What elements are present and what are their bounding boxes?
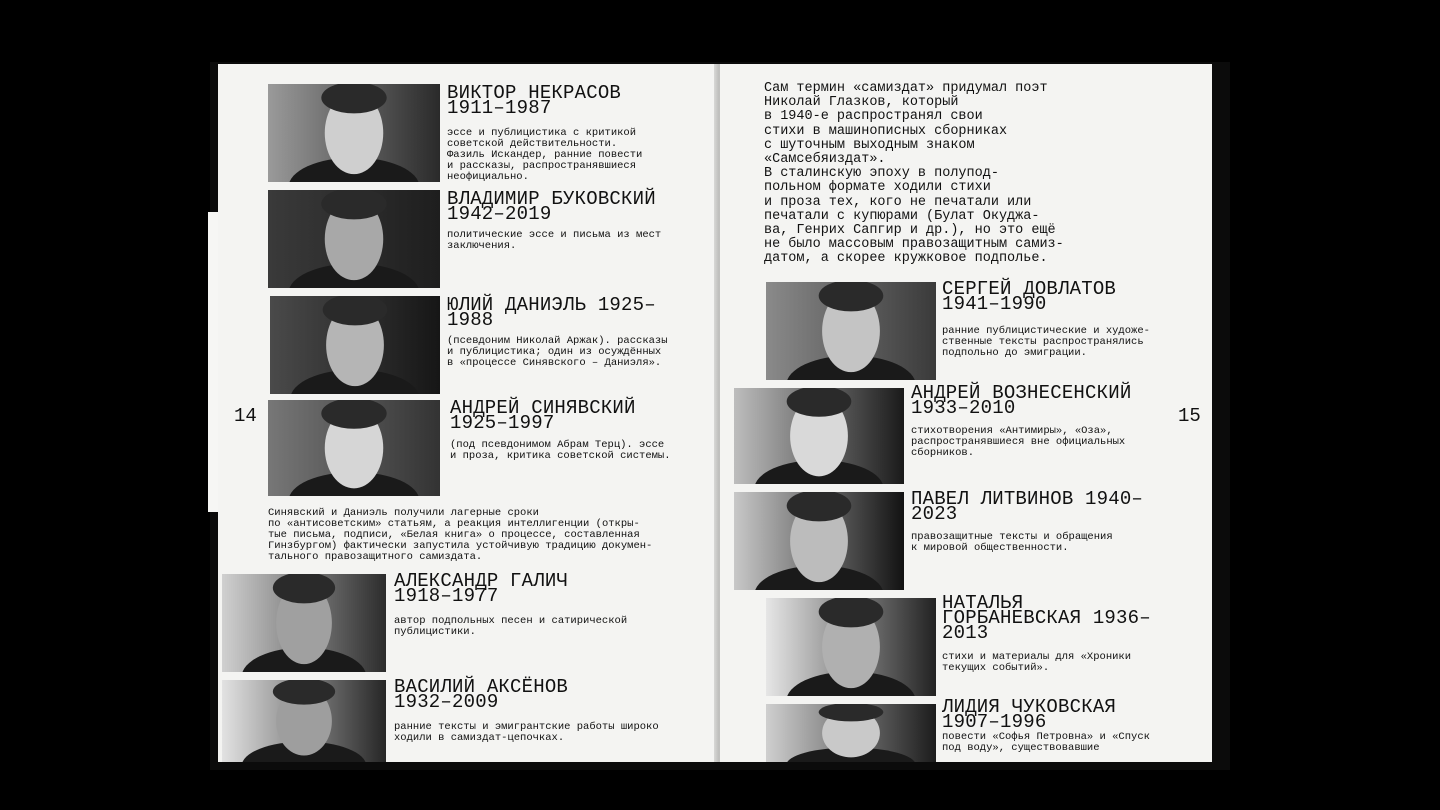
entry-name: ВИКТОР НЕКРАСОВ 1911–1987	[447, 82, 622, 119]
entry-name: АНДРЕЙ СИНЯВСКИЙ 1925–1997	[450, 397, 636, 434]
entry-name: ПАВЕЛ ЛИТВИНОВ 1940– 2023	[911, 488, 1144, 525]
intro-paragraph: Сам термин «самиздат» придумал поэт Николай Глазков, который в 1940-е распространял свои стихи в машинописных сборниках с шуточным выходным знаком «Самсебяиздат». В сталинскую эпоху в полупод- польном формате ходили стихи и проза тех, кого не печатали или печатали с купюрами (Булат Окуджа- ва, Генрих Сапгир и др.), но это ещё не было массовым правозащитным самиз- датом, а скорее кружковое подполье.	[764, 81, 1064, 267]
portrait-image	[222, 680, 386, 762]
entry-description: политические эссе и письма из мест заключения.	[447, 229, 662, 252]
portrait-image	[222, 574, 386, 672]
entry-description: эссе и публицистика с критикой советской действительности. Фазиль Искандер, ранние повести и рассказы, распространявшиеся неофициально.	[447, 127, 643, 183]
entry-name: СЕРГЕЙ ДОВЛАТОВ 1941–1990	[942, 278, 1117, 315]
entry-description: (под псевдонимом Абрам Терц). эссе и проза, критика советской системы.	[450, 439, 671, 462]
portrait-chukovskaya	[766, 704, 936, 762]
page-number-right: 15	[1178, 405, 1201, 427]
portrait-image	[734, 388, 904, 484]
portrait-image	[766, 282, 936, 380]
right-page	[720, 64, 1212, 762]
entry-name: ЛИДИЯ ЧУКОВСКАЯ 1907–1996	[942, 696, 1117, 733]
entry-name: НАТАЛЬЯ ГОРБАНЕВСКАЯ 1936– 2013	[942, 592, 1151, 644]
portrait-image	[268, 190, 440, 288]
portrait-daniel	[270, 296, 440, 394]
portrait-image	[270, 296, 440, 394]
entry-name: ЮЛИЙ ДАНИЭЛЬ 1925– 1988	[447, 294, 656, 331]
portrait-litvinov	[734, 492, 904, 590]
entry-description: повести «Софья Петровна» и «Спуск под воду», существовавшие	[942, 731, 1150, 754]
entry-name: АНДРЕЙ ВОЗНЕСЕНСКИЙ 1933–2010	[911, 382, 1132, 419]
entry-description: правозащитные тексты и обращения к мировой общественности.	[911, 531, 1113, 554]
entry-description: стихотворения «Антимиры», «Оза», распространявшиеся вне официальных сборников.	[911, 425, 1126, 459]
page-number-left: 14	[234, 405, 257, 427]
portrait-dovlatov	[766, 282, 936, 380]
portrait-image	[268, 84, 440, 182]
entry-description: (псевдоним Николай Аржак). рассказы и публицистика; один из осуждённых в «процессе Синявского – Даниэля».	[447, 335, 668, 369]
entry-description: ранние публицистические и художе- ственные тексты распространялись подпольно до эмиграции.	[942, 325, 1150, 359]
portrait-image	[766, 598, 936, 696]
entry-name: ВЛАДИМИР БУКОВСКИЙ 1942–2019	[447, 188, 656, 225]
portrait-sinyavsky	[268, 400, 440, 496]
portrait-bukovsky	[268, 190, 440, 288]
entry-description: стихи и материалы для «Хроники текущих событий».	[942, 651, 1132, 674]
body-paragraph: Синявский и Даниэль получили лагерные сроки по «антисоветским» статьям, а реакция интеллигенции (откры- тые письма, подписи, «Белая книга» о процессе, составленная Гинзбургом) фактически запустила устойчивую традицию докумен- тального правозащитного самиздата.	[268, 507, 653, 563]
portrait-aksyonov	[222, 680, 386, 762]
portrait-voznesensky	[734, 388, 904, 484]
portrait-gorbanevskaya	[766, 598, 936, 696]
portrait-image	[268, 400, 440, 496]
portrait-image	[734, 492, 904, 590]
left-page	[218, 64, 718, 762]
portrait-galich	[222, 574, 386, 672]
entry-description: ранние тексты и эмигрантские работы широко ходили в самиздат-цепочках.	[394, 721, 659, 744]
entry-description: автор подпольных песен и сатирической публицистики.	[394, 615, 628, 638]
portrait-image	[766, 704, 936, 762]
entry-name: ВАСИЛИЙ АКСЁНОВ 1932–2009	[394, 676, 569, 713]
entry-name: АЛЕКСАНДР ГАЛИЧ 1918–1977	[394, 570, 569, 607]
portrait-nekrasov	[268, 84, 440, 182]
